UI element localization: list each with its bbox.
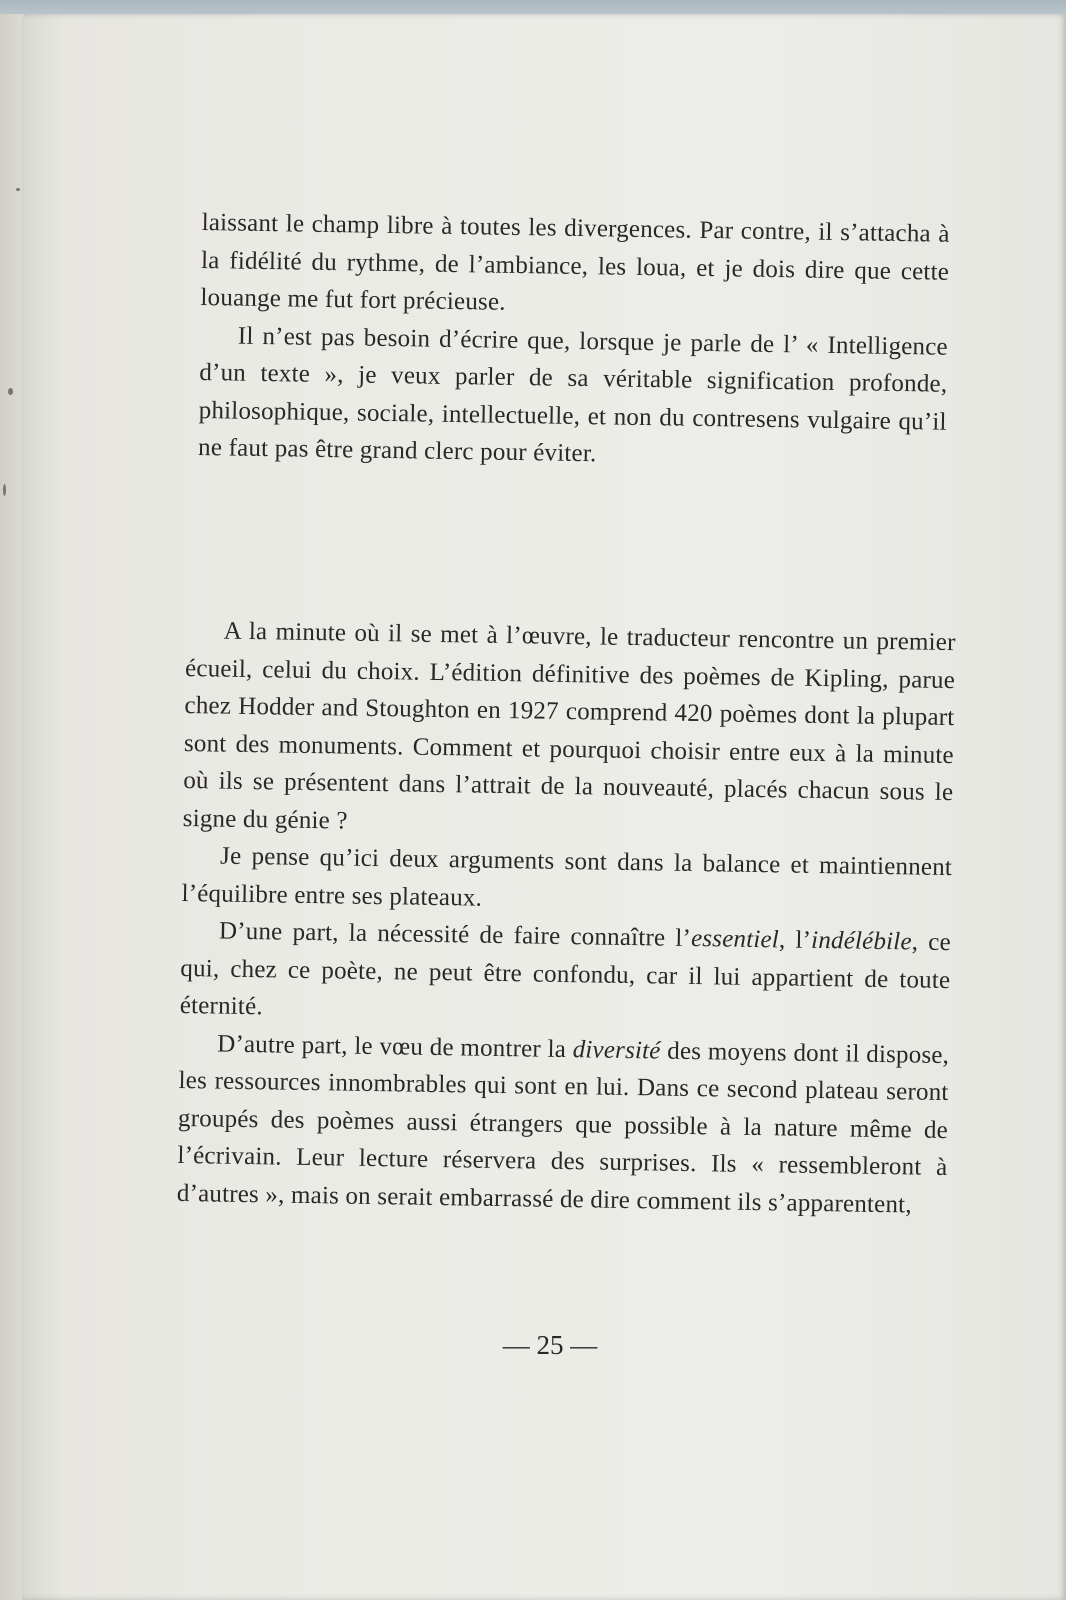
text-run: , ce qui, chez ce poète, ne peut être confondu, car il lui appartient de toute éternité. bbox=[179, 928, 952, 1021]
text-block-bottom bbox=[177, 612, 956, 1224]
text-run: , l’ bbox=[778, 926, 812, 954]
page-gutter-shadow bbox=[0, 14, 24, 1600]
text-run: D’autre part, le vœu de montrer la bbox=[217, 1030, 573, 1063]
text-run: des moyens dont il dispose, les ressources innombrables qui sont en lui. Dans ce second plateau seront groupés des poèmes aussi étrangers que possible à la nature même de l’écrivain. Leur lecture réservera des surprises. Ils « ressembleront à d’autres », mais on serait embarrassé de dire comment ils s’apparentent, bbox=[176, 1037, 950, 1218]
paragraph bbox=[198, 316, 948, 478]
italic-text: diversité bbox=[572, 1035, 661, 1065]
paragraph bbox=[177, 1024, 950, 1224]
paper-speck bbox=[3, 484, 6, 496]
paragraph bbox=[200, 204, 950, 328]
text-run: laissant le champ libre à toutes les divergences. Par contre, il s’attacha à la fidélité du rythme, de l’ambiance, les loua, et je dois dire que cette louange me fut fort précieuse. bbox=[200, 208, 950, 316]
text-run: Il n’est pas besoin d’écrire que, lorsque je parle de l’ « Intelligence d’un texte », je veux parler de sa véritable signification profonde, philosophique, sociale, intellectuelle, et non du contresens vulgaire qu’il ne faut pas être grand clerc pour éviter. bbox=[197, 322, 949, 468]
paper-speck bbox=[8, 388, 13, 395]
paragraph bbox=[181, 837, 952, 924]
paragraph bbox=[180, 912, 952, 1037]
italic-text: essentiel bbox=[690, 924, 780, 954]
text-block-top bbox=[198, 204, 950, 478]
text-run: A la minute où il se met à l’œuvre, le traducteur rencontre un premier écueil, celui du choix. L’édition définitive des poèmes de Kipling, parue chez Hodder and Stoughton en 1927 comprend 420 poèmes dont la plupart sont des monuments. Comment et pourquoi choisir entre eux à la minute où ils se présentent dans l’attrait de la nouveauté, placés chacun sous le signe du génie ? bbox=[182, 617, 956, 835]
paper-speck bbox=[16, 188, 20, 191]
text-run: D’une part, la nécessité de faire connaître l’ bbox=[218, 917, 692, 952]
italic-text: indélébile bbox=[810, 926, 912, 956]
text-run: Je pense qu’ici deux arguments sont dans la balance et maintiennent l’équilibre entre ses plateaux. bbox=[181, 842, 953, 912]
page-number: — 25 — bbox=[502, 1330, 598, 1360]
paragraph bbox=[182, 612, 955, 849]
